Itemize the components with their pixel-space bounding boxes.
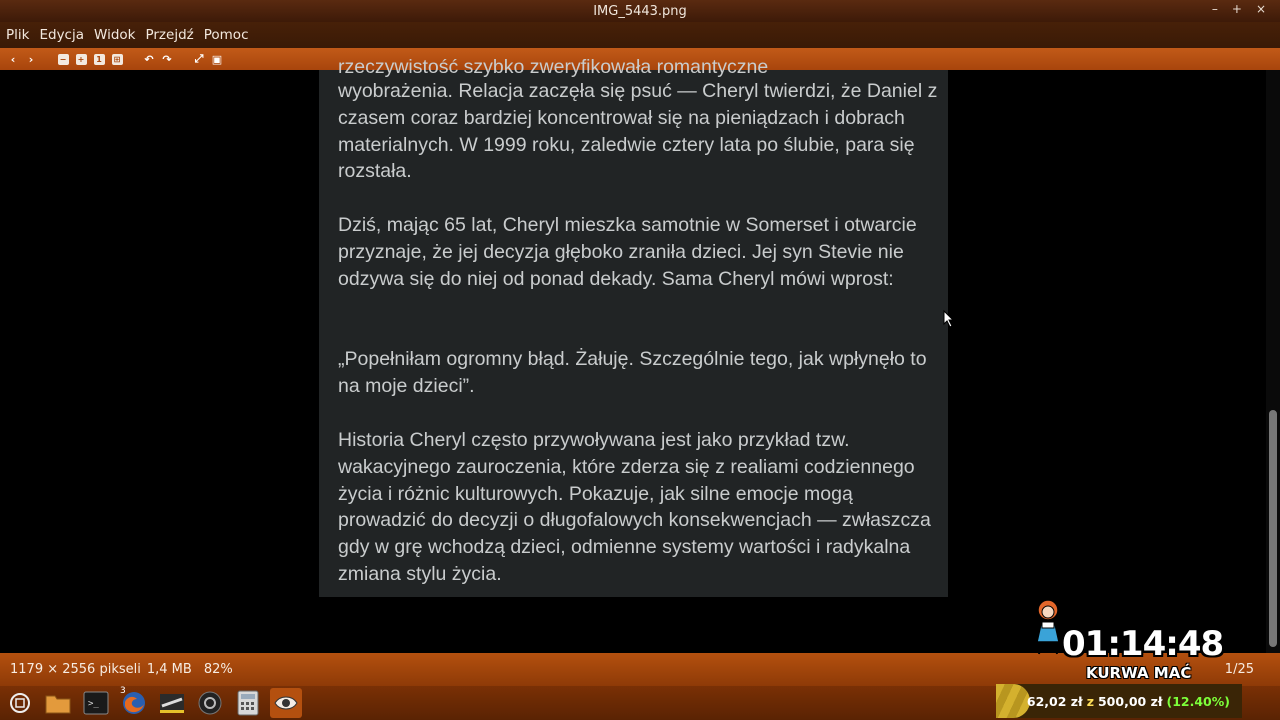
partial-line: rzeczywistość szybko zweryfikowała romantyczne xyxy=(338,56,769,78)
title-bar xyxy=(0,0,1280,22)
zoom-out-icon[interactable]: − xyxy=(56,52,70,66)
menu-help[interactable]: Pomoc xyxy=(203,27,249,43)
goal-text xyxy=(996,684,1242,718)
stream-caption: KURWA MAĆ xyxy=(1086,664,1192,682)
rotate-right-icon[interactable]: ↷ xyxy=(162,52,172,66)
next-icon[interactable]: › xyxy=(28,52,34,66)
menu-edit[interactable]: Edycja xyxy=(39,27,85,43)
quote-paragraph: „Popełniłam ogromny błąd. Żałuję. Szczególnie tego, jak wpłynęło to na moje dzieci”. xyxy=(338,348,927,397)
stream-timer: 01:14:48 xyxy=(1062,624,1224,664)
calculator-icon[interactable] xyxy=(232,688,264,718)
file-manager-icon[interactable] xyxy=(42,688,74,718)
menu-file[interactable]: Plik xyxy=(6,27,30,43)
goal-current: 62,02 zł xyxy=(1026,693,1083,709)
image-content xyxy=(319,56,948,597)
zoom-level: 82% xyxy=(203,662,233,677)
zoom-fit-icon[interactable]: ⊞ xyxy=(110,52,124,66)
obs-icon[interactable] xyxy=(194,688,226,718)
steam-icon[interactable] xyxy=(156,688,188,718)
minimize-icon[interactable]: – xyxy=(1211,2,1218,16)
firefox-icon[interactable] xyxy=(118,688,150,718)
page-counter: 1/25 xyxy=(1224,662,1254,677)
maximize-icon[interactable]: + xyxy=(1231,2,1242,16)
close-icon[interactable]: × xyxy=(1255,2,1266,16)
image-viewer[interactable] xyxy=(0,56,1266,653)
zoom-actual-icon[interactable]: 1 xyxy=(92,52,106,66)
window-count-badge: 3 xyxy=(120,686,126,696)
menu-go[interactable]: Przejdź xyxy=(145,27,194,43)
menu-view[interactable]: Widok xyxy=(94,27,136,43)
window-title: IMG_5443.png xyxy=(593,3,687,19)
paragraph: Dziś, mając 65 lat, Cheryl mieszka samotnie w Somerset i otwarcie przyznaje, że jej decyzja głęboko zraniła dzieci. Jej syn Stevie nie odzywa się do niej od ponad dekady. Sama Cheryl mówi wprost: xyxy=(338,214,917,290)
start-menu-icon[interactable] xyxy=(4,688,36,718)
slideshow-icon[interactable]: ▣ xyxy=(211,52,223,66)
rotate-left-icon[interactable]: ↶ xyxy=(144,52,154,66)
window-controls xyxy=(1212,2,1266,16)
previous-icon[interactable]: ‹ xyxy=(10,52,16,66)
goal-separator: z xyxy=(1086,693,1094,709)
image-viewer-icon[interactable] xyxy=(270,688,302,718)
donation-goal-bar xyxy=(996,684,1242,718)
mouse-cursor-icon xyxy=(943,310,955,328)
fullscreen-icon[interactable]: ⤢ xyxy=(194,52,204,65)
vertical-scrollbar[interactable] xyxy=(1266,70,1280,653)
paragraph: wyobrażenia. Relacja zaczęła się psuć — Cheryl twierdzi, że Daniel z czasem coraz bardziej koncentrował się na pieniądzach i dobrach materialnych. W 1999 roku, zaledwie cztery lata po ślubie, para się rozstała. xyxy=(338,80,938,183)
paragraph: Historia Cheryl często przywoływana jest jako przykład tzw. wakacyjnego zauroczenia, które zderza się z realiami codziennego życia i różnic kulturowych. Pokazuje, jak silne emocje mogą prowadzić do decyzji o długofalowych konsekwencjach — zwłaszcza gdy w grę wchodzą dzieci, odmienne systemy wartości i radykalna zmiana stylu życia. xyxy=(338,429,931,585)
goal-percent: (12.40%) xyxy=(1166,693,1230,709)
terminal-icon[interactable] xyxy=(80,688,112,718)
goal-target: 500,00 zł xyxy=(1097,693,1163,709)
scrollbar-thumb[interactable] xyxy=(1269,410,1277,647)
menu-bar xyxy=(0,22,1280,48)
file-size: 1,4 MB xyxy=(146,662,192,677)
image-dimensions: 1179 × 2556 pikseli xyxy=(10,662,141,677)
svg-text:>_: >_ xyxy=(88,699,99,709)
zoom-in-icon[interactable]: + xyxy=(74,52,88,66)
